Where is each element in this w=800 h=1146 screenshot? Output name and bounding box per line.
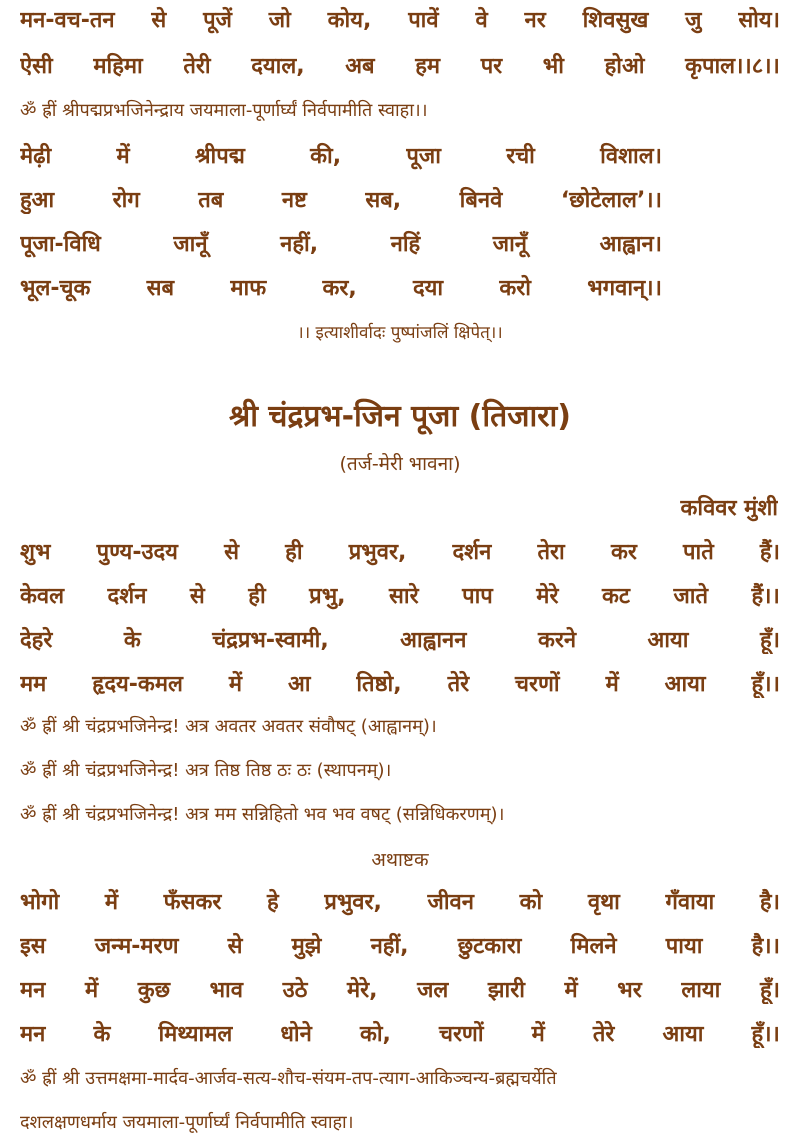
verse-word: जाते [673,584,708,609]
mantra-line: ॐ ह्रीं श्री चंद्रप्रभजिनेन्द्र! अत्र अवतर अवतर संवौषट् (आह्वानम्)। [20,716,437,737]
verse-word: में [228,672,242,697]
verse-word: नष्ट [281,188,307,213]
verse-line [20,1018,780,1048]
mantra-line: ॐ ह्रीं श्री उत्तमक्षमा-मार्दव-आर्जव-सत्य-शौच-संयम-तप-त्याग-आकिञ्चन्य-ब्रह्मचर्येति [20,1068,557,1089]
verse-line [20,4,780,34]
verse-word: ऐसी [20,54,53,79]
verse-word: प्रभु, [309,584,346,609]
verse-word: उठे [282,978,308,1003]
verse-word: आ [287,672,311,697]
doha-line [20,140,662,170]
verse-word: रची [506,144,535,169]
verse-word: मेरे, [347,978,378,1003]
verse-word: अब [345,54,375,79]
verse-word: पुण्य-उदय [96,540,178,565]
verse-word: तब [198,188,224,213]
verse-word: हम [415,54,441,79]
verse-word: नहिं [390,232,421,257]
verse-word: सारे [389,584,419,609]
verse-word: करो [499,276,531,301]
verse-line [20,668,780,698]
verse-word: तेरे [447,672,470,697]
verse-word: पूजें [203,8,232,33]
verse-word: हुआ [20,188,55,213]
verse-word: जो [268,8,291,33]
verse-word: नहीं, [280,232,319,257]
verse-word: प्रभुवर, [324,890,382,915]
verse-word: लाया [681,978,721,1003]
verse-line [20,886,780,916]
mantra-line: ॐ ह्रीं श्रीपद्मप्रभजिनेन्द्राय जयमाला-पूर्णार्घ्यं निर्वपामीति स्वाहा।। [20,100,428,121]
verse-word: प्रभुवर, [348,540,407,565]
verse-line [20,974,780,1004]
verse-line [20,930,780,960]
verse-word: आया [647,628,689,653]
verse-word: हूँ। [759,978,780,1003]
verse-word: छुटकारा [457,934,522,959]
verse-word: तिष्ठो, [356,672,402,697]
verse-word: पूजा-विधि [20,232,101,257]
verse-word: दर्शन [452,540,492,565]
verse-word: शिवसुख [582,8,649,33]
verse-word: की, [310,144,342,169]
verse-word: पाया [665,934,703,959]
verse-word: आया [662,1022,704,1047]
verse-word: आह्वान। [599,232,662,257]
verse-word: से [151,8,167,33]
mantra-line: ॐ ह्रीं श्री चंद्रप्रभजिनेन्द्र! अत्र तिष्ठ तिष्ठ ठः ठः (स्थापनम्)। [20,760,392,781]
verse-word: भूल-चूक [20,276,91,301]
verse-word: माफ [230,276,267,301]
verse-word: करने [537,628,577,653]
verse-word: को, [359,1022,391,1047]
verse-word: चंद्रप्रभ-स्वामी, [212,628,329,653]
verse-word: नर [524,8,546,33]
verse-word: मम [20,672,47,697]
verse-word: कोय, [327,8,372,33]
verse-word: हैं।। [751,584,780,609]
verse-word: जु [685,8,702,33]
verse-word: विशाल। [600,144,662,169]
verse-word: पर [480,54,503,79]
doha-line [20,272,662,302]
verse-word: कुछ [137,978,171,1003]
verse-word: चरणों [515,672,560,697]
verse-word: हूँ।। [751,1022,780,1047]
verse-word: में [84,978,99,1003]
verse-word: सब [146,276,175,301]
verse-word: कृपाल।।८।। [685,54,780,79]
verse-word: में [104,890,119,915]
verse-word: पाते [683,540,714,565]
poet-name: कविवर मुंशी [680,496,778,521]
verse-word: जल [417,978,449,1003]
mantra-line: ॐ ह्रीं श्री चंद्रप्रभजिनेन्द्र! अत्र मम सन्निहितो भव भव वषट् (सन्निधिकरणम्)। [20,804,505,825]
verse-word: में [531,1022,545,1047]
pooja-title: श्री चंद्रप्रभ-जिन पूजा (तिजारा) [228,399,572,434]
verse-word: वे [475,8,488,33]
verse-word: नहीं, [370,934,409,959]
verse-word: फँसकर [163,890,222,915]
verse-word: में [564,978,578,1003]
verse-word: दर्शन [107,584,147,609]
verse-word: पावें [408,8,439,33]
verse-word: कट [601,584,630,609]
verse-word: धोने [280,1022,312,1047]
verse-word: पाप [462,584,493,609]
verse-word: मिथ्यामल [158,1022,233,1047]
verse-word: जानूँ [492,232,528,257]
verse-word: देहरे [20,628,53,653]
verse-word: आह्वानन [400,628,467,653]
verse-word: के [123,628,141,653]
verse-word: को [519,890,543,915]
verse-word: से [227,934,243,959]
verse-word: मिलने [570,934,617,959]
verse-word: भी [542,54,564,79]
verse-word: में [116,144,130,169]
ashirvad-line: ।। इत्याशीर्वादः पुष्पांजलिं क्षिपेत्।। [297,323,503,343]
verse-word: आया [664,672,706,697]
verse-word: गँवाया [665,890,715,915]
doha-line [20,228,662,258]
verse-line [20,580,780,610]
verse-word: मेरे [536,584,559,609]
verse-line [20,624,780,654]
tune-subtitle: (तर्ज-मेरी भावना) [339,453,461,475]
verse-word: श्रीपद्म [194,144,245,169]
verse-word: ‘छोटेलाल’।। [560,188,662,213]
verse-word: है। [759,890,780,915]
verse-word: रोग [112,188,140,213]
verse-word: भाव [209,978,243,1003]
verse-word: मेढ़ी [20,144,52,169]
verse-word: में [605,672,619,697]
verse-word: हैं। [759,540,780,565]
verse-word: होओ [604,54,645,79]
verse-word: दयाल, [251,54,305,79]
mantra-line: दशलक्षणधर्माय जयमाला-पूर्णार्घ्यं निर्वपामीति स्वाहा। [20,1112,354,1133]
verse-word: झारी [487,978,525,1003]
ashtak-heading: अथाष्टक [371,849,429,871]
verse-word: तेरा [537,540,565,565]
verse-word: जन्म-मरण [94,934,179,959]
doha-line [20,184,662,214]
verse-word: जीवन [427,890,474,915]
verse-word: मन-वच-तन [20,8,115,33]
verse-word: हूँ।। [751,672,780,697]
verse-word: भगवान्।। [587,276,662,301]
verse-word: मुझे [291,934,322,959]
verse-word: महिमा [93,54,143,79]
verse-word: से [189,584,205,609]
verse-word: है।। [751,934,780,959]
verse-word: वृथा [587,890,620,915]
verse-word: भोगो [20,890,60,915]
verse-word: सब, [365,188,402,213]
verse-word: भर [617,978,642,1003]
verse-word: कर [610,540,637,565]
verse-word: बिनवे [459,188,503,213]
verse-word: हृदय-कमल [92,672,183,697]
verse-word: सोय। [738,8,780,33]
verse-word: से [224,540,239,565]
verse-word: जानूँ [173,232,208,257]
verse-word: दया [412,276,444,301]
verse-word: के [93,1022,111,1047]
verse-word: चरणों [438,1022,484,1047]
verse-word: केवल [20,584,65,609]
verse-word: हूँ। [759,628,780,653]
verse-word: ही [248,584,266,609]
verse-word: इस [20,934,46,959]
verse-line [20,50,780,80]
verse-word: शुभ [20,540,51,565]
verse-word: मन [20,1022,46,1047]
verse-line [20,536,780,566]
verse-word: मन [20,978,46,1003]
verse-word: तेरे [592,1022,615,1047]
verse-word: हे [267,890,279,915]
verse-word: तेरी [183,54,211,79]
verse-word: कर, [322,276,357,301]
verse-word: ही [285,540,303,565]
verse-word: पूजा [406,144,441,169]
